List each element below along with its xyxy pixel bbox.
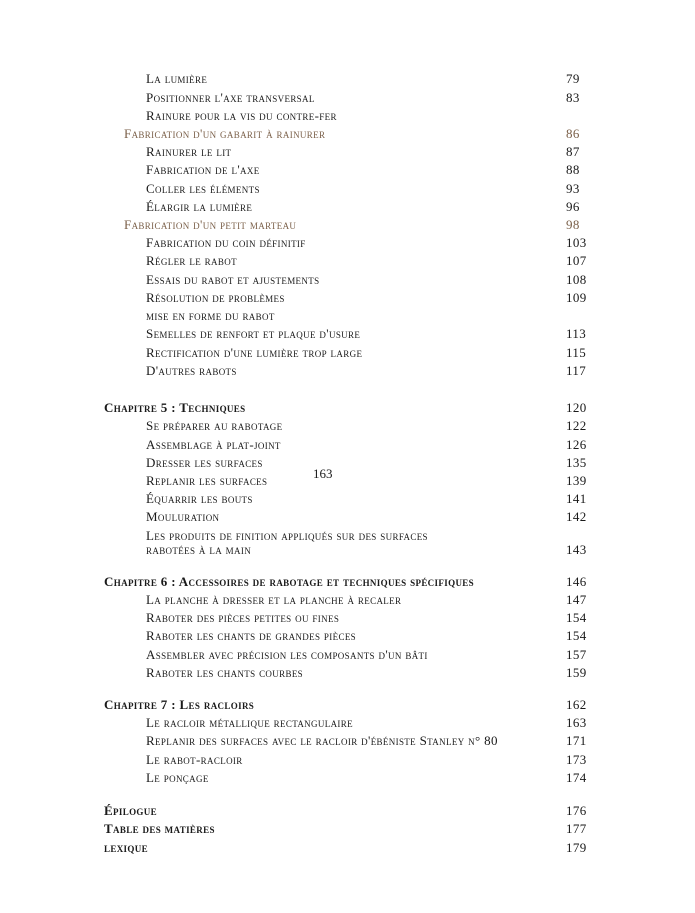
- toc-entry-title: Fabrication du coin définitif: [146, 235, 306, 250]
- toc-entry-page: 107: [566, 253, 587, 268]
- toc-entry-page: 79: [566, 71, 580, 86]
- toc-entry-title: Résolution de problèmes: [146, 290, 285, 305]
- toc-entry[interactable]: [0, 198, 695, 216]
- toc-entry[interactable]: [0, 325, 695, 343]
- toc-entry-title: Raboter des pièces petites ou fines: [146, 610, 340, 625]
- toc-entry-page: 157: [566, 647, 587, 662]
- toc-backmatter-entry[interactable]: [0, 802, 695, 820]
- toc-entry[interactable]: [0, 289, 695, 307]
- toc-entry-page: 177: [566, 821, 587, 836]
- toc-entry-title: Chapitre 6 : Accessoires de rabotage et techniques spécifiques: [104, 574, 474, 589]
- toc-entry-title: La planche à dresser et la planche à recaler: [146, 592, 402, 607]
- toc-entry-page: 115: [566, 345, 587, 360]
- toc-entry[interactable]: [0, 508, 695, 526]
- toc-entry-page: 154: [566, 610, 587, 625]
- toc-entry-title: Se préparer au rabotage: [146, 418, 283, 433]
- toc-entry-page: 162: [566, 697, 587, 712]
- toc-entry[interactable]: [0, 751, 695, 769]
- toc-entry[interactable]: [0, 362, 695, 380]
- page-number: 163: [313, 466, 333, 481]
- toc-entry[interactable]: [0, 89, 695, 107]
- toc-entry-page: 179: [566, 840, 587, 855]
- toc-entry-title: Élargir la lumière: [146, 199, 253, 214]
- toc-entry-title: Raboter les chants courbes: [146, 665, 304, 680]
- toc-entry[interactable]: [0, 732, 695, 750]
- toc-entry-page: 143: [566, 542, 587, 557]
- toc-entry-title: Assembler avec précision les composants d'un bâti: [146, 647, 428, 662]
- toc-entry-title: Équarrir les bouts: [146, 491, 253, 506]
- toc-entry-title: Replanir des surfaces avec le racloir d'ébéniste Stanley n° 80: [146, 733, 498, 748]
- toc-entry-title: Table des matières: [104, 821, 215, 836]
- toc-chapter-entry[interactable]: [0, 696, 695, 714]
- toc-entry-page: 120: [566, 400, 587, 415]
- toc-entry-page: 146: [566, 574, 587, 589]
- toc-entry-title: Le rabot-racloir: [146, 752, 243, 767]
- toc-entry-title: Rectification d'une lumière trop large: [146, 345, 363, 360]
- toc-entry-page: 93: [566, 181, 580, 196]
- toc-entry-page: 113: [566, 326, 587, 341]
- toc-entry[interactable]: [0, 436, 695, 454]
- toc-entry-page: 126: [566, 437, 587, 452]
- toc-entry[interactable]: [0, 454, 695, 472]
- toc-entry-page: 108: [566, 272, 587, 287]
- toc-section-entry[interactable]: [0, 125, 695, 143]
- toc-entry[interactable]: [0, 490, 695, 508]
- toc-entry-page: 159: [566, 665, 587, 680]
- toc-entry-page: 147: [566, 592, 587, 607]
- toc-entry-title: Chapitre 7 : Les racloirs: [104, 697, 255, 712]
- toc-entry[interactable]: [0, 344, 695, 362]
- toc-entry-page: 103: [566, 235, 587, 250]
- toc-entry[interactable]: [0, 70, 695, 88]
- toc-entry-title: Dresser les surfaces: [146, 455, 263, 470]
- toc-entry-title: Chapitre 5 : Techniques: [104, 400, 246, 415]
- toc-entry[interactable]: [0, 627, 695, 645]
- toc-entry-page: 122: [566, 418, 587, 433]
- toc-backmatter-entry[interactable]: [0, 820, 695, 838]
- toc-entry-title: Replanir les surfaces: [146, 473, 268, 488]
- toc-entry-title: Les produits de finition appliqués sur des surfaces: [146, 528, 428, 543]
- toc-entry[interactable]: [0, 180, 695, 198]
- toc-entry-title: Semelles de renfort et plaque d'usure: [146, 326, 361, 341]
- toc-entry-title: Régler le rabot: [146, 253, 237, 268]
- toc-entry-page: 135: [566, 455, 587, 470]
- toc-entry[interactable]: [0, 252, 695, 270]
- toc-entry-title: rabotées à la main: [146, 542, 252, 557]
- toc-entry[interactable]: [0, 714, 695, 732]
- toc-entry-title: Le racloir métallique rectangulaire: [146, 715, 353, 730]
- toc-entry-page: 98: [566, 217, 580, 232]
- toc-entry-page: 163: [566, 715, 587, 730]
- toc-entry-title: Fabrication d'un gabarit à rainurer: [124, 126, 326, 141]
- toc-entry[interactable]: [0, 609, 695, 627]
- toc-entry-page: 142: [566, 509, 587, 524]
- toc-entry-title: Raboter les chants de grandes pièces: [146, 628, 357, 643]
- toc-entry-page: 87: [566, 144, 580, 159]
- toc-entry-title: Rainurer le lit: [146, 144, 232, 159]
- toc-entry-title: Rainure pour la vis du contre-fer: [146, 108, 337, 123]
- toc-entry-page: 171: [566, 733, 587, 748]
- toc-entry-page: 88: [566, 162, 580, 177]
- toc-entry[interactable]: [0, 143, 695, 161]
- toc-entry[interactable]: [0, 664, 695, 682]
- toc-entry-title: Fabrication d'un petit marteau: [124, 217, 297, 232]
- toc-entry-title: Coller les éléments: [146, 181, 260, 196]
- toc-entry[interactable]: [0, 541, 695, 559]
- toc-backmatter-entry[interactable]: [0, 839, 695, 857]
- toc-entry-title: Essais du rabot et ajustements: [146, 272, 320, 287]
- toc-entry-page: 139: [566, 473, 587, 488]
- toc-entry-page: 141: [566, 491, 587, 506]
- toc-entry-title: La lumière: [146, 71, 208, 86]
- toc-entry-title: Le ponçage: [146, 770, 209, 785]
- toc-entry-title: Positionner l'axe transversal: [146, 90, 315, 105]
- toc-entry-title: D'autres rabots: [146, 363, 237, 378]
- toc-entry-title: Mouluration: [146, 509, 220, 524]
- toc-entry[interactable]: [0, 417, 695, 435]
- toc-entry-title: lexique: [104, 840, 148, 855]
- toc-entry[interactable]: [0, 472, 695, 490]
- toc-entry[interactable]: [0, 107, 695, 125]
- toc-entry[interactable]: [0, 769, 695, 787]
- toc-entry[interactable]: [0, 234, 695, 252]
- toc-entry-title: Épilogue: [104, 803, 157, 818]
- toc-entry[interactable]: [0, 646, 695, 664]
- toc-entry[interactable]: [0, 591, 695, 609]
- toc-chapter-entry[interactable]: [0, 573, 695, 591]
- toc-entry-page: 154: [566, 628, 587, 643]
- toc-entry-page: 173: [566, 752, 587, 767]
- toc-entry[interactable]: [0, 271, 695, 289]
- toc-section-entry[interactable]: [0, 216, 695, 234]
- toc-entry-title: Fabrication de l'axe: [146, 162, 260, 177]
- toc-entry-page: 86: [566, 126, 580, 141]
- toc-entry-page: 174: [566, 770, 587, 785]
- toc-entry-page: 83: [566, 90, 580, 105]
- toc-entry-page: 109: [566, 290, 587, 305]
- toc-entry-page: 117: [566, 363, 587, 378]
- toc-entry[interactable]: [0, 307, 695, 325]
- toc-entry[interactable]: [0, 161, 695, 179]
- toc-entry-title: mise en forme du rabot: [146, 308, 275, 323]
- toc-entry-page: 176: [566, 803, 587, 818]
- toc-chapter-entry[interactable]: [0, 399, 695, 417]
- toc-entry-page: 96: [566, 199, 580, 214]
- toc-entry-title: Assemblage à plat-joint: [146, 437, 281, 452]
